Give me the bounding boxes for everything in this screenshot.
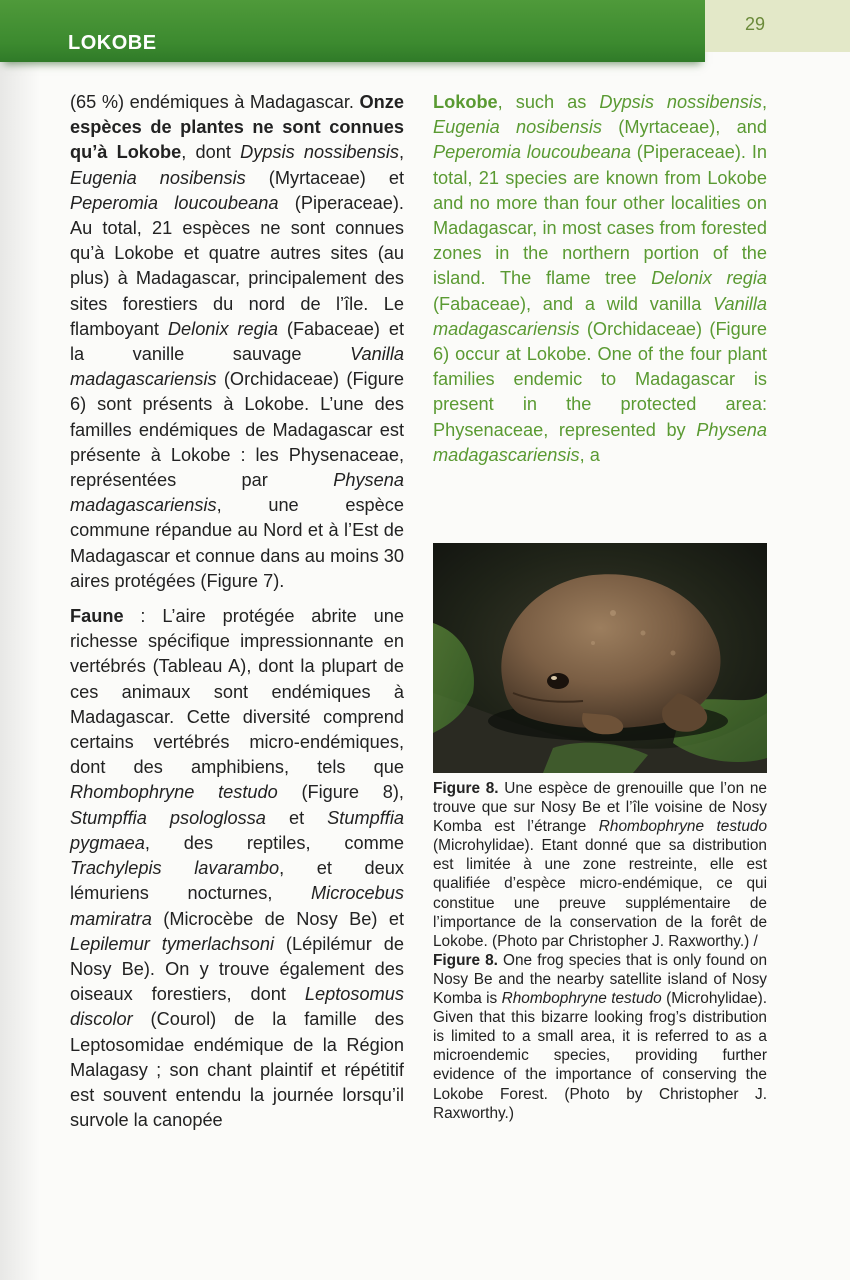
frog-skin-spot (641, 631, 646, 636)
frog-skin-spot (671, 651, 676, 656)
frog-photo (433, 543, 767, 773)
paragraph-flora-fr: (65 %) endémiques à Madagascar. Onze espèces de plantes ne sont connues qu’à Lokobe, dont Dypsis nossibensis, Eugenia nosibensis (Myrtaceae) et Peperomia loucoubeana (Piperaceae). Au total, 21 espèces ne sont connues qu’à Lokobe et quatre autres sites (au plus) à Madagascar, principalement des sites forestiers du nord de l’île. Le flamboyant Delonix regia (Fabaceae) et la vanille sauvage Vanilla madagascariensis (Orchidaceae) (Figure 6) sont présents à Lokobe. L’une des familles endémiques de Madagascar est présente à Lokobe : les Physenaceae, représentées par Physena madagascariensis, une espèce commune répandue au Nord et à l’Est de Madagascar et connue dans au moins 30 aires protégées (Figure 7). (70, 92, 405, 591)
english-column (433, 90, 767, 468)
paragraph-flora-en: Lokobe, such as Dypsis nossibensis, Eugenia nosibensis (Myrtaceae), and Peperomia loucoubeana (Piperaceae). In total, 21 species are known from Lokobe and no more than four other localities on Madagascar, in most cases from forested zones in the northern portion of the island. The flame tree Delonix regia (Fabaceae), and a wild vanilla Vanilla madagascariensis (Orchidaceae) (Figure 6) occur at Lokobe. One of the four plant families endemic to Madagascar is present in the protected area: Physenaceae, represented by Physena madagascariensis, a (433, 92, 768, 465)
page-number: 29 (744, 14, 766, 34)
page-gutter-shadow (0, 62, 40, 1280)
caption-text: Figure 8. Une espèce de grenouille que l’on ne trouve que sur Nosy Be et l’île voisine de Nosy Komba est l’étrange Rhombophryne testudo (Microhylidae). Etant donné que sa distribution est limitée à une zone restreinte, elle est qualifiée d’espèce micro-endémique, ce qui constitue une preuve supplémentaire de l’importance de la conservation de la forêt de Lokobe. (Photo par Christopher J. Raxworthy.) / Figure 8. One frog species that is only found on Nosy Be and the nearby satellite island of Nosy Komba is Rhombophryne testudo (Microhylidae). Given that this bizarre looking frog’s distribution is limited to a small area, it is referred to as a microendemic species, providing further evidence of the importance of conserving the Lokobe Forest. (Photo by Christopher J. Raxworthy.) (433, 780, 768, 1122)
section-title: LOKOBE (68, 32, 157, 54)
frog-skin-spot (610, 610, 616, 616)
paragraph-fauna-fr: Faune : L’aire protégée abrite une richesse spécifique impressionnante en vertébrés (Tableau A), dont la plupart de ces animaux sont endémiques à Madagascar. Cette diversité comprend certains vertébrés micro-endémiques, dont des amphibiens, tels que Rhombophryne testudo (Figure 8), Stumpffia psologlossa et Stumpffia pygmaea, des reptiles, comme Trachylepis lavarambo, et deux lémuriens nocturnes, Microcebus mamiratra (Microcèbe de Nosy Be) et Lepilemur tymerlachsoni (Lépilémur de Nosy Be). On y trouve également des oiseaux forestiers, dont Leptosomus discolor (Courol) de la famille des Leptosomidae endémique de la Région Malagasy ; son chant plaintif et répétitif est souvent entendu la journée lorsqu’il survole la canopée (70, 606, 404, 1131)
frog-eye (547, 673, 569, 689)
page-header (0, 0, 850, 75)
french-column (70, 90, 404, 1133)
frog-eye-highlight (551, 676, 557, 680)
frog-skin-spot (591, 641, 595, 645)
figure-caption (433, 779, 767, 1123)
